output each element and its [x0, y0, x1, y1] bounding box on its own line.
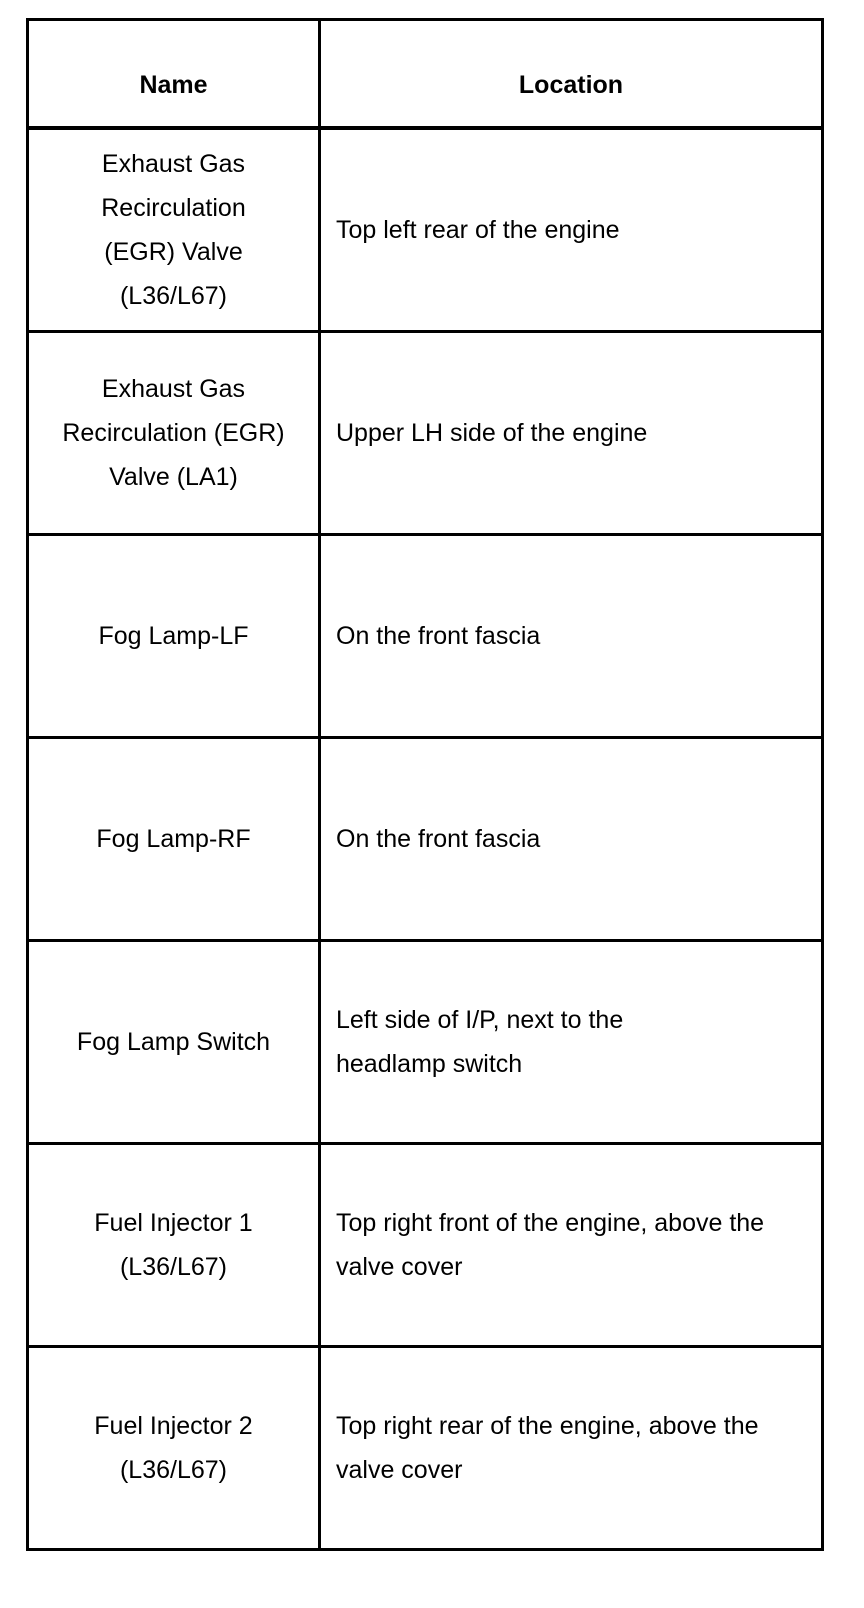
cell-name [29, 739, 321, 939]
table-row [29, 739, 821, 942]
cell-location [321, 333, 821, 533]
cell-name [29, 942, 321, 1142]
cell-location-text: Left side of I/P, next to the headlamp switch [336, 1006, 624, 1078]
table-row [29, 536, 821, 739]
cell-name-text: Fuel Injector 1 (L36/L67) [94, 1209, 253, 1281]
cell-name [29, 333, 321, 533]
cell-location [321, 130, 821, 330]
cell-location [321, 1348, 821, 1548]
cell-location-text: Upper LH side of the engine [336, 419, 648, 447]
cell-name [29, 1348, 321, 1548]
header-location-label: Location [518, 70, 624, 99]
table-row [29, 333, 821, 536]
cell-location [321, 536, 821, 736]
header-location [321, 21, 821, 126]
cell-name-text: Fuel Injector 2 (L36/L67) [94, 1412, 253, 1484]
table-row [29, 942, 821, 1145]
cell-location [321, 739, 821, 939]
table-header-row [29, 21, 821, 130]
cell-name-text: Fog Lamp Switch [76, 1028, 271, 1056]
table-row [29, 1348, 821, 1551]
cell-location [321, 942, 821, 1142]
table-row [29, 1145, 821, 1348]
cell-location-text: On the front fascia [336, 825, 541, 853]
header-name-label: Name [139, 70, 208, 99]
cell-location-text: Top left rear of the engine [336, 216, 620, 244]
cell-name-text: Exhaust Gas Recirculation (EGR) Valve (L36/L67) [101, 150, 246, 310]
cell-name-text: Fog Lamp-RF [96, 825, 251, 853]
cell-location-text: On the front fascia [336, 622, 541, 650]
component-location-table [26, 18, 824, 1551]
cell-location-text: Top right rear of the engine, above the valve cover [336, 1412, 759, 1484]
cell-name-text: Exhaust Gas Recirculation (EGR) Valve (LA1) [62, 375, 285, 491]
cell-name-text: Fog Lamp-LF [98, 622, 249, 650]
cell-name [29, 130, 321, 330]
header-name [29, 21, 321, 126]
cell-location-text: Top right front of the engine, above the valve cover [336, 1209, 765, 1281]
cell-name [29, 1145, 321, 1345]
cell-location [321, 1145, 821, 1345]
cell-name [29, 536, 321, 736]
table-row [29, 130, 821, 333]
